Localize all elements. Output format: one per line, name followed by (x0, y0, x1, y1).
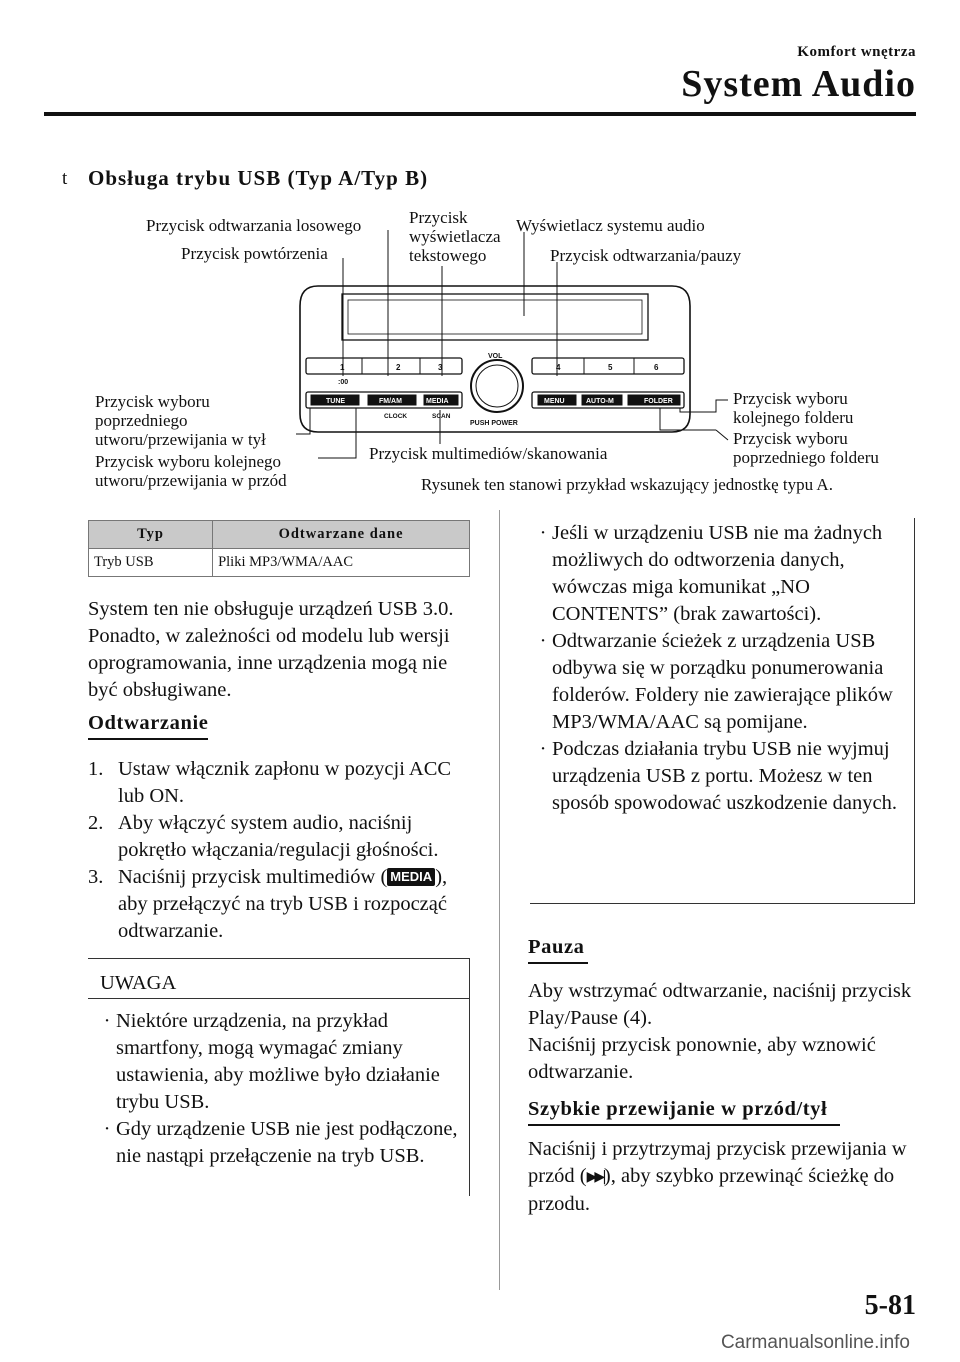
label-prev-track: Przycisk wyboru poprzedniego utworu/przewijania w tył (95, 392, 266, 449)
list-item: · Jeśli w urządzeniu USB nie ma żadnych możliwych do odtworzenia danych, wówczas miga komunikat „NO CONTENTS” (brak zawartości). (539, 522, 883, 625)
folder-label: FOLDER (644, 398, 673, 405)
table-row (89, 549, 470, 577)
right-note-list (534, 520, 904, 817)
step-text: Ustaw włącznik zapłonu w pozycji ACC lub ON. (118, 758, 452, 807)
ff-heading-rule (528, 1124, 840, 1126)
label-next-track: Przycisk wyboru kolejnego utworu/przewijania w przód (95, 452, 287, 490)
table-header-data: Odtwarzane dane (213, 521, 470, 549)
list-item: · Niektóre urządzenia, na przykład smartfony, mogą wymagać zmiany ustawienia, aby możliwe było działanie trybu USB. (103, 1010, 440, 1113)
table-cell-mode: Tryb USB (89, 549, 213, 577)
step-text: Aby włączyć system audio, naciśnij pokrętło włączania/regulacji głośności. (118, 812, 439, 861)
preset-4: 4 (556, 363, 561, 372)
intro-paragraph: System ten nie obsługuje urządzeń USB 3.0. Ponadto, w zależności od modelu lub wersji oprogramowania, inne urządzenia mogą nie być obsługiwane. (88, 598, 454, 701)
label-audio-display: Wyświetlacz systemu audio (516, 216, 705, 235)
tune-label: TUNE (326, 398, 346, 405)
list-item: · Odtwarzanie ścieżek z urządzenia USB odbywa się w porządku ponumerowania folderów. Foldery nie zawierające plików MP3/WMA/AAC są pomijane. (539, 630, 893, 733)
label-text-display: Przycisk wyświetlacza tekstowego (409, 208, 501, 265)
page-title: System Audio (681, 63, 916, 105)
list-item: · Gdy urządzenie USB nie jest podłączone, nie nastąpi przełączenie na tryb USB. (103, 1118, 458, 1167)
ff-text: Naciśnij i przytrzymaj przycisk przewijania w przód (▶▶|), aby szybko przewinąć ścieżkę do przodu. (528, 1138, 907, 1215)
column-divider (499, 510, 500, 1290)
page-number: 5-81 (864, 1290, 916, 1321)
pause-text: Aby wstrzymać odtwarzanie, naciśnij przycisk Play/Pause (4). (528, 980, 912, 1029)
usb-type-table (88, 520, 470, 577)
list-item (88, 864, 472, 945)
header-section: Komfort wnętrza (797, 44, 916, 60)
section-title: Obsługa trybu USB (Typ A/Typ B) (88, 166, 429, 190)
step-number: 2. (88, 812, 104, 834)
label-media-scan: Przycisk multimediów/skanowania (369, 444, 608, 463)
preset-2: 2 (396, 363, 401, 372)
note-title: UWAGA (100, 972, 177, 994)
label-next-folder: Przycisk wyboru kolejnego folderu (733, 389, 854, 427)
preset-3: 3 (438, 363, 443, 372)
right-note-bottom-rule (530, 903, 915, 904)
pause-heading-rule (528, 962, 588, 964)
fast-forward-icon: ▶▶| (586, 1169, 604, 1185)
fmam-label: FM/AM (379, 398, 402, 405)
playback-heading: Odtwarzanie (88, 712, 209, 734)
clock-label: CLOCK (384, 413, 408, 420)
media-label: MEDIA (426, 398, 449, 405)
table-header-type: Typ (89, 521, 213, 549)
pause-text-2: Naciśnij przycisk ponownie, aby wznowić odtwarzanie. (528, 1034, 876, 1083)
media-button-icon: MEDIA (387, 868, 435, 886)
preset-6: 6 (654, 363, 659, 372)
playback-steps (88, 756, 472, 945)
watermark: Carmanualsonline.info (720, 1332, 910, 1353)
scan-label: SCAN (432, 413, 451, 420)
right-note-right-rule (914, 518, 915, 904)
playback-heading-rule (88, 738, 208, 740)
vol-label: VOL (488, 353, 503, 360)
preset-1: 1 (340, 363, 345, 372)
note-divider (88, 998, 470, 999)
list-item (88, 756, 472, 810)
clock-hint: :00 (338, 379, 349, 386)
label-prev-folder: Przycisk wyboru poprzedniego folderu (733, 429, 879, 467)
audio-unit-diagram (0, 0, 960, 510)
figure-caption: Rysunek ten stanowi przykład wskazujący jednostkę typu A. (421, 475, 833, 494)
pause-heading: Pauza (528, 936, 585, 958)
table-cell-files: Pliki MP3/WMA/AAC (213, 549, 470, 577)
auto-m-label: AUTO-M (586, 398, 614, 405)
step-text: Naciśnij przycisk multimediów ( MEDIA ), aby przełączyć na tryb USB i rozpocząć odtwarzanie. (118, 866, 448, 942)
menu-label: MENU (544, 398, 565, 405)
note-list (98, 1008, 458, 1170)
preset-5: 5 (608, 363, 613, 372)
section-mark: t (62, 168, 68, 189)
label-random: Przycisk odtwarzania losowego (146, 216, 362, 235)
label-repeat: Przycisk powtórzenia (181, 244, 328, 263)
list-item (88, 810, 472, 864)
label-play-pause: Przycisk odtwarzania/pauzy (550, 246, 742, 265)
note-right-rule (469, 958, 470, 1196)
note-top-rule (88, 958, 470, 959)
step-number: 3. (88, 866, 104, 888)
push-power-label: PUSH POWER (470, 420, 518, 427)
list-item: · Podczas działania trybu USB nie wyjmuj urządzenia USB z portu. Możesz w ten sposób spowodować uszkodzenie danych. (539, 738, 898, 814)
ff-heading: Szybkie przewijanie w przód/tył (528, 1098, 828, 1120)
step-number: 1. (88, 758, 104, 780)
